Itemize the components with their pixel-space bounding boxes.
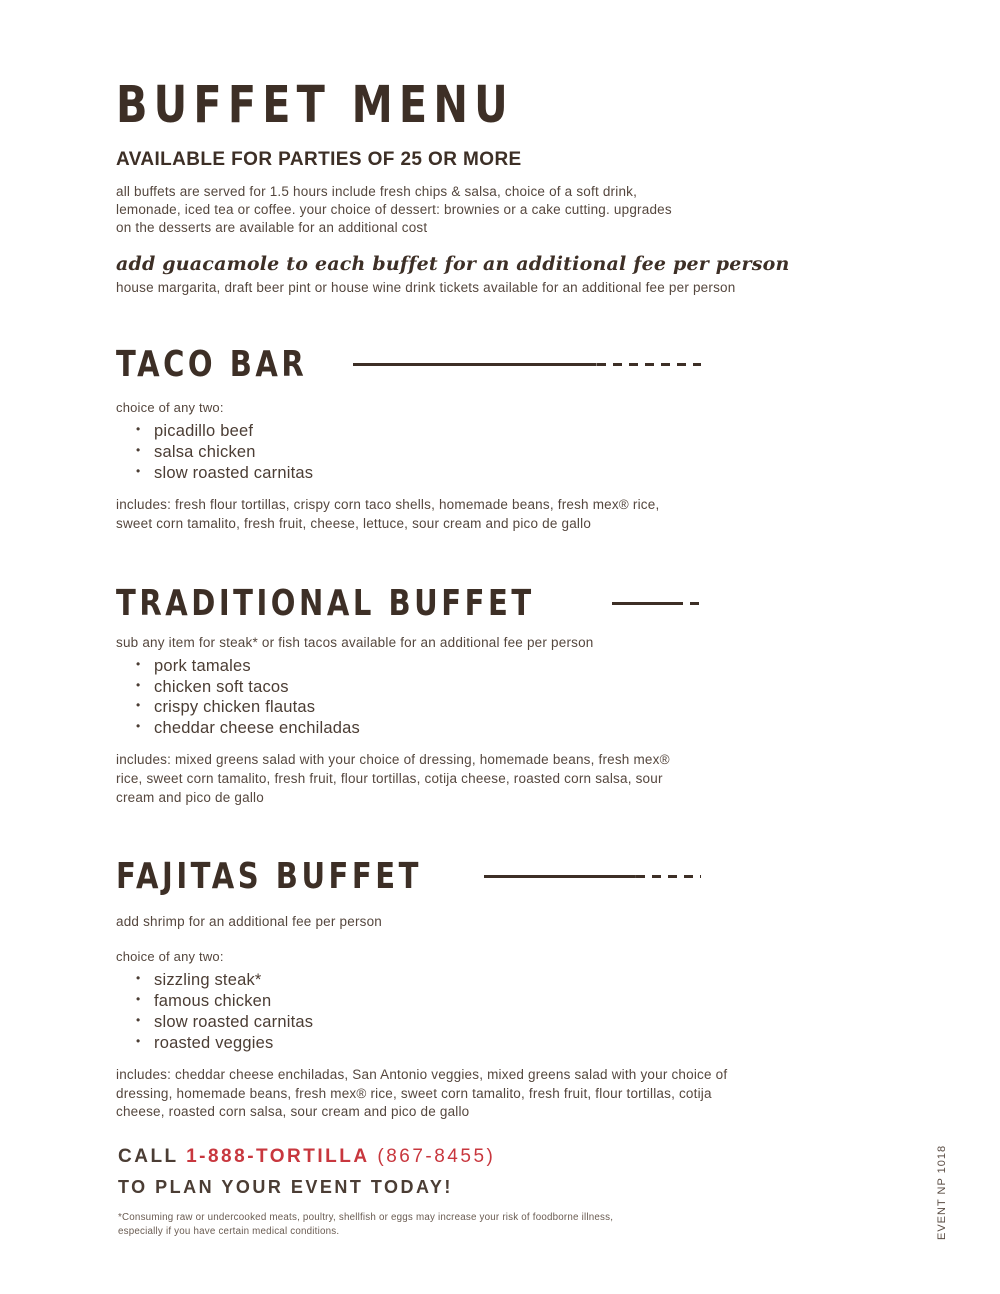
section-divider-line [484,875,701,878]
footer [118,1146,638,1248]
call-line [118,1146,638,1168]
list-item: • picadillo beef [134,421,940,442]
section-includes: includes: cheddar cheese enchiladas, San Antonio veggies, mixed greens salad with your choice of dressing, homemade beans, fresh mex® rice, sweet corn tamalito, fresh fruit, flour tortillas, cotija cheese, roasted corn salsa, sour cream and pico de gallo [116,1067,728,1120]
section-traditional-buffet [116,580,940,808]
page-subtitle: AVAILABLE FOR PARTIES OF 25 OR MORE [116,149,522,170]
page-title: BUFFET MENU [116,75,514,136]
section-taco-bar [116,342,940,533]
guacamole-note: add guacamole to each buffet for an additional fee per person [116,253,790,276]
drinks-note: house margarita, draft beer pint or house wine drink tickets available for an additional fee per person [116,280,736,296]
phone-number-alt: (867-8455) [369,1146,496,1167]
cta-line: TO PLAN YOUR EVENT TODAY! [118,1177,453,1197]
list-item: • slow roasted carnitas [134,463,940,484]
section-title: TACO BAR [116,342,308,385]
list-item: • cheddar cheese enchiladas [134,718,940,739]
call-label: CALL [118,1146,187,1167]
section-add-note: add shrimp for an additional fee per person [116,914,383,930]
section-title: FAJITAS BUFFET [116,854,422,897]
section-includes: includes: mixed greens salad with your choice of dressing, homemade beans, fresh mex® rice, sweet corn tamalito, fresh fruit, flour tortillas, cotija cheese, roasted corn salsa, sour cream and pico de gallo [116,752,670,805]
section-heading-row [116,342,701,385]
section-item-list [134,421,940,484]
disclaimer-text: *Consuming raw or undercooked meats, poultry, shellfish or eggs may increase your risk of foodborne illness, especially if you have certain medical conditions. [118,1212,614,1237]
list-item: • pork tamales [134,656,940,677]
list-item: • salsa chicken [134,442,940,463]
list-item: • sizzling steak* [134,970,940,991]
section-pre-note: choice of any two: [116,400,224,416]
section-fajitas-buffet [116,854,940,1122]
list-item: • crispy chicken flautas [134,697,940,718]
section-title: TRADITIONAL BUFFET [116,580,535,624]
section-pre-note: choice of any two: [116,949,224,965]
section-heading-row [116,854,701,897]
list-item: • slow roasted carnitas [134,1012,940,1033]
section-pre-note: sub any item for steak* or fish tacos available for an additional fee per person [116,634,594,650]
list-item: • chicken soft tacos [134,677,940,698]
section-heading-row [116,580,701,624]
section-item-list [134,656,940,740]
phone-number: 1-888-TORTILLA [186,1146,370,1167]
section-item-list [134,970,940,1054]
list-item: • roasted veggies [134,1033,940,1054]
list-item: • famous chicken [134,991,940,1012]
event-code-vertical: EVENT NP 1018 [936,1144,948,1240]
section-divider-line [612,602,701,605]
section-includes: includes: fresh flour tortillas, crispy corn taco shells, homemade beans, fresh mex® rice, sweet corn tamalito, fresh fruit, cheese, lettuce, sour cream and pico de gallo [116,497,660,531]
intro-paragraph: all buffets are served for 1.5 hours include fresh chips & salsa, choice of a soft drink, lemonade, iced tea or coffee. your choice of dessert: brownies or a cake cutting. upgrades on the desserts are available for an additional cost [116,184,672,235]
section-divider-line [353,363,701,366]
